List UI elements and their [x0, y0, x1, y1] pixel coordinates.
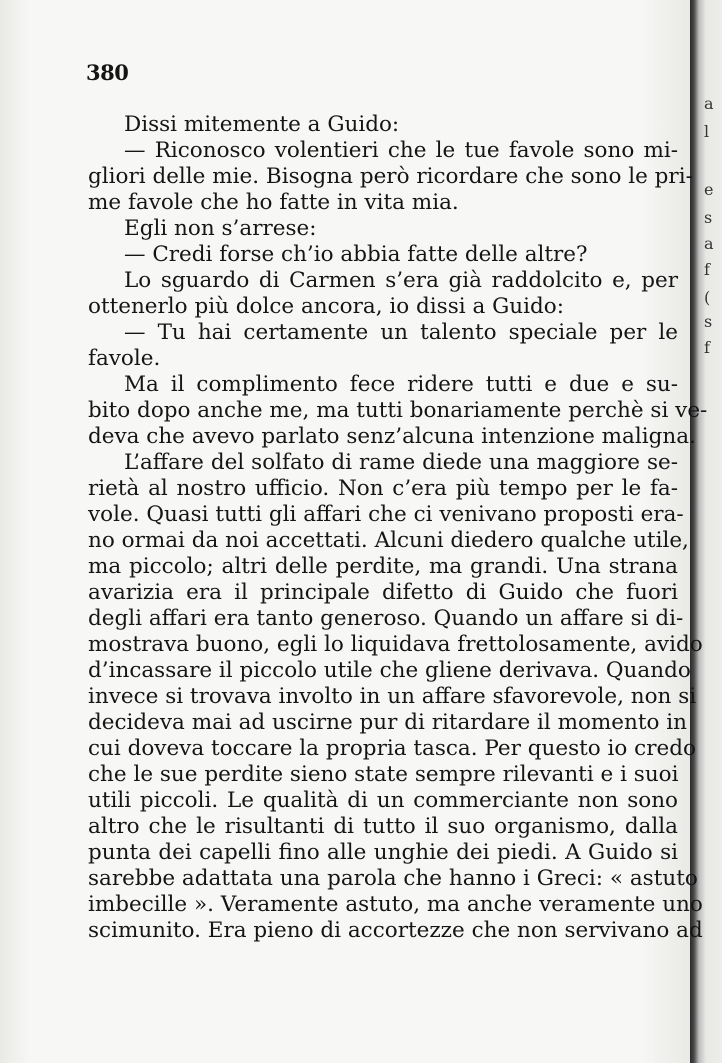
text-line: favole. — [88, 346, 161, 371]
page-number: 380 — [86, 60, 129, 85]
text-line: gliori delle mie. Bisogna però ricordare che sono le pri- — [88, 164, 693, 189]
facing-page-edge — [700, 0, 722, 1063]
edge-letter: e — [704, 180, 714, 199]
text-line: — Tu hai certamente un talento speciale per le — [124, 320, 678, 345]
text-line: Dissi mitemente a Guido: — [124, 112, 400, 137]
edge-letter: s — [704, 312, 713, 331]
text-line: scimunito. Era pieno di accortezze che non servivano ad — [88, 918, 703, 943]
text-line: degli affari era tanto generoso. Quando un affare si di- — [88, 606, 684, 631]
text-line: sarebbe adattata una parola che hanno i Greci: « astuto — [88, 866, 698, 891]
text-line: deva che avevo parlato senz’alcuna intenzione maligna. — [88, 424, 696, 449]
text-line: me favole che ho fatte in vita mia. — [88, 190, 459, 215]
text-line: cui doveva toccare la propria tasca. Per questo io credo — [88, 736, 696, 761]
text-line: che le sue perdite sieno state sempre rilevanti e i suoi — [88, 762, 679, 787]
text-line: imbecille ». Veramente astuto, ma anche veramente uno — [88, 892, 703, 917]
text-line: Egli non s’arrese: — [124, 216, 317, 241]
text-line: Ma il complimento fece ridere tutti e due e su- — [124, 372, 678, 397]
text-line: invece si trovava involto in un affare sfavorevole, non si — [88, 684, 697, 709]
edge-letter: f — [704, 260, 710, 279]
text-line: utili piccoli. Le qualità di un commerciante non sono — [88, 788, 678, 813]
edge-letter: ( — [704, 288, 711, 307]
text-line: L’affare del solfato di rame diede una maggiore se- — [124, 450, 678, 475]
text-line: Lo sguardo di Carmen s’era già raddolcito e, per — [124, 268, 678, 293]
edge-letter: f — [704, 338, 710, 357]
text-line: bito dopo anche me, ma tutti bonariamente perchè si ve- — [88, 398, 708, 423]
text-line: d’incassare il piccolo utile che gliene derivava. Quando — [88, 658, 691, 683]
text-line: — Riconosco volentieri che le tue favole sono mi- — [124, 138, 678, 163]
text-line: vole. Quasi tutti gli affari che ci venivano proposti era- — [88, 502, 684, 527]
text-line: punta dei capelli fino alle unghie dei piedi. A Guido si — [88, 840, 678, 865]
text-line: altro che le risultanti di tutto il suo organismo, dalla — [88, 814, 678, 839]
text-line: decideva mai ad uscirne pur di ritardare il momento in — [88, 710, 688, 735]
text-line: mostrava buono, egli lo liquidava frettolosamente, avido — [88, 632, 703, 657]
edge-letter: s — [704, 208, 713, 227]
text-line: ottenerlo più dolce ancora, io dissi a Guido: — [88, 294, 564, 319]
text-line: rietà al nostro ufficio. Non c’era più tempo per le fa- — [88, 476, 678, 501]
edge-letter: a — [704, 94, 714, 113]
text-line: ma piccolo; altri delle perdite, ma grandi. Una strana — [88, 554, 678, 579]
text-line: avarizia era il principale difetto di Guido che fuori — [88, 580, 678, 605]
text-line: no ormai da noi accettati. Alcuni diedero qualche utile, — [88, 528, 689, 553]
edge-letter: l — [704, 122, 710, 141]
edge-letter: a — [704, 234, 714, 253]
text-line: — Credi forse ch’io abbia fatte delle altre? — [124, 242, 588, 267]
